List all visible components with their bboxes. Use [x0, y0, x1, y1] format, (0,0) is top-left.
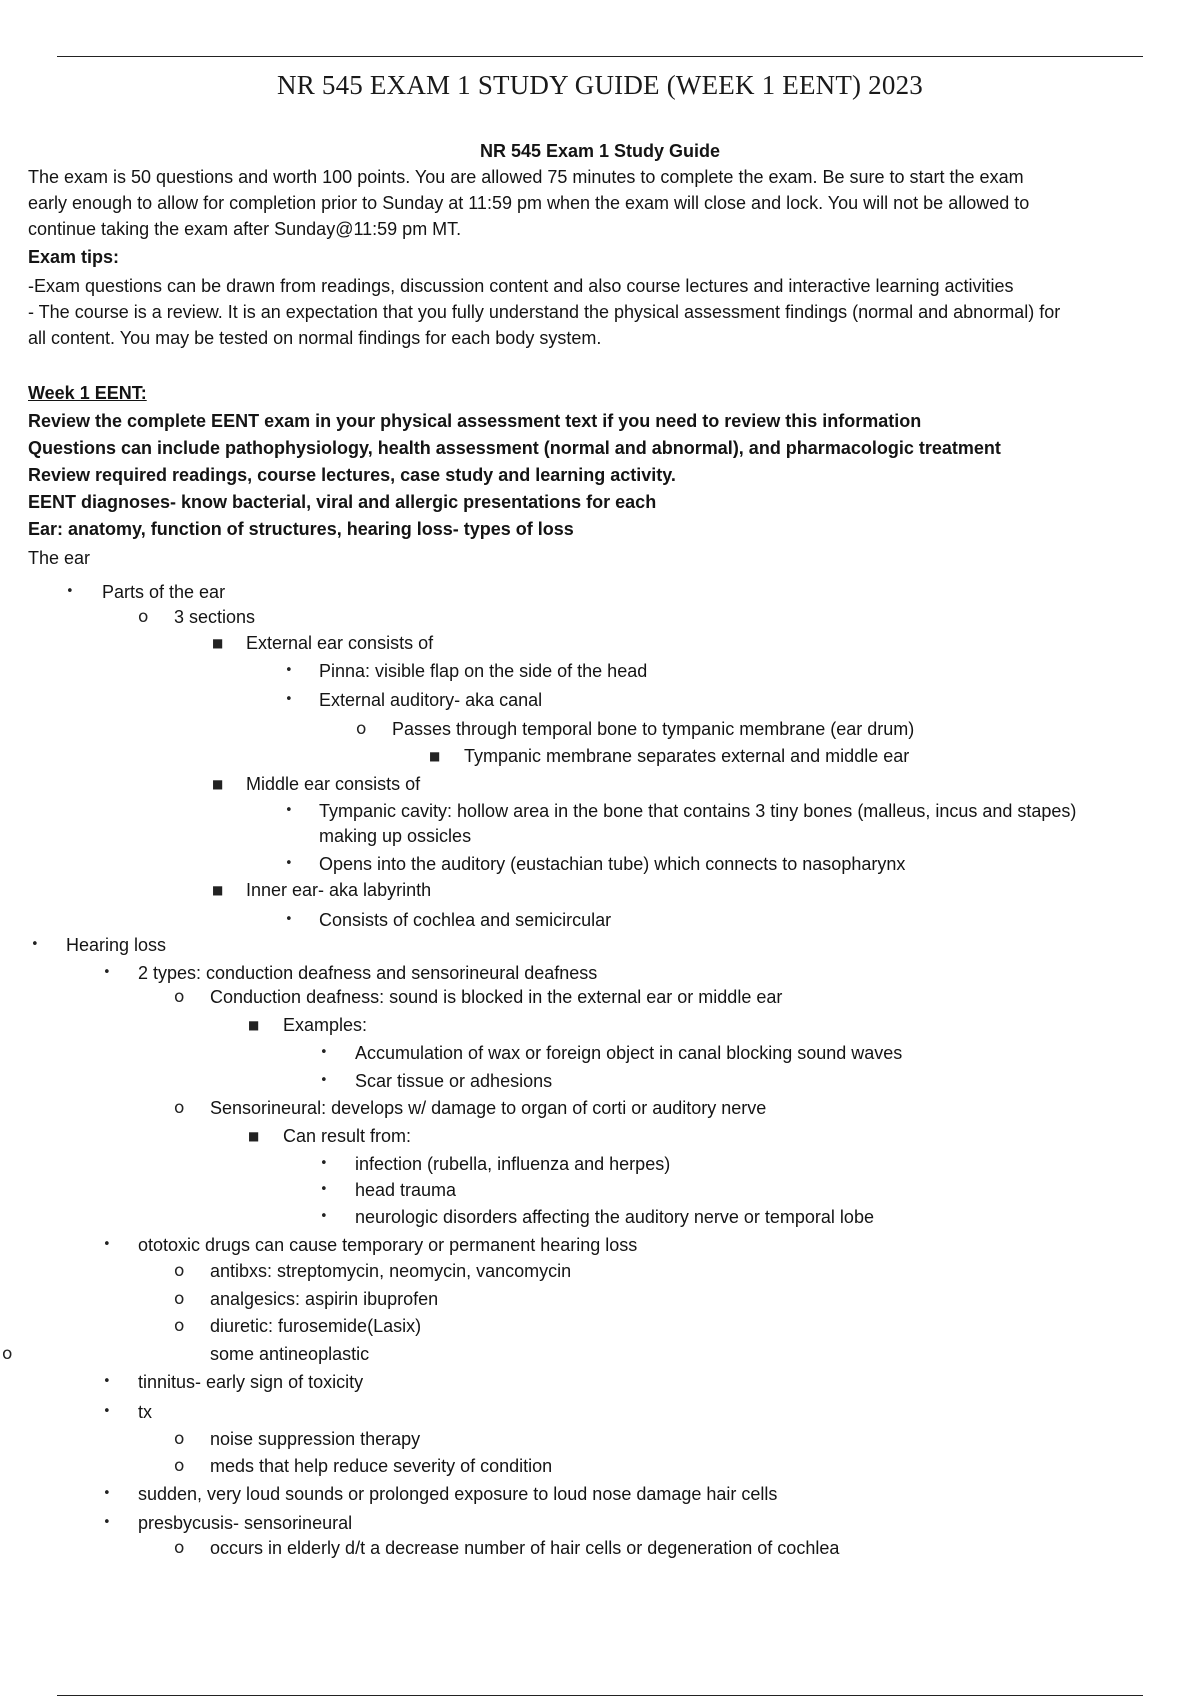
outline-item: External auditory- aka canal [319, 690, 543, 710]
bottom-rule [57, 1695, 1143, 1696]
bullet-circle-icon: o [174, 1456, 185, 1476]
bullet-dot-icon: • [320, 1209, 328, 1224]
outline-item: Consists of cochlea and semicircular [319, 910, 612, 930]
outline-item: head trauma [355, 1180, 457, 1200]
bullet-circle-icon: o [174, 1429, 185, 1449]
bullet-dot-icon: • [103, 1237, 111, 1252]
outline-item: sudden, very loud sounds or prolonged exposure to loud nose damage hair cells [138, 1484, 778, 1504]
bullet-dot-icon: • [320, 1073, 328, 1088]
bullet-circle-icon: o [356, 719, 367, 739]
outline-item: tinnitus- early sign of toxicity [138, 1372, 364, 1392]
bullet-dot-icon: • [103, 1404, 111, 1419]
bullet-dot-icon: • [31, 937, 39, 952]
bullet-circle-icon: o [174, 1098, 185, 1118]
bullet-dot-icon: • [285, 803, 293, 818]
exam-tip: all content. You may be tested on normal findings for each body system. [28, 328, 602, 348]
exam-tips-heading: Exam tips: [28, 247, 120, 267]
bullet-square-icon: ■ [429, 749, 441, 763]
week1-directive: EENT diagnoses- know bacterial, viral and allergic presentations for each [28, 492, 657, 512]
week1-directive: Questions can include pathophysiology, health assessment (normal and abnormal), and pharmacologic treatment [28, 438, 1001, 458]
week1-directive: Ear: anatomy, function of structures, hearing loss- types of loss [28, 519, 574, 539]
outline-item: some antineoplastic [210, 1344, 370, 1364]
outline-item: Accumulation of wax or foreign object in canal blocking sound waves [355, 1043, 903, 1063]
outline-item: Examples: [283, 1015, 368, 1035]
intro-paragraph-line: early enough to allow for completion prior to Sunday at 11:59 pm when the exam will close and lock. You will not be allowed to [28, 193, 1030, 213]
bullet-circle-icon: o [2, 1344, 13, 1364]
outline-item: 2 types: conduction deafness and sensorineural deafness [138, 963, 598, 983]
outline-item: making up ossicles [319, 826, 472, 846]
the-ear-label: The ear [28, 548, 91, 568]
bullet-dot-icon: • [285, 692, 293, 707]
bullet-circle-icon: o [174, 987, 185, 1007]
outline-item: analgesics: aspirin ibuprofen [210, 1289, 439, 1309]
bullet-dot-icon: • [285, 912, 293, 927]
outline-item: occurs in elderly d/t a decrease number of hair cells or degeneration of cochlea [210, 1538, 840, 1558]
intro-paragraph-line: The exam is 50 questions and worth 100 points. You are allowed 75 minutes to complete the exam. Be sure to start the exam [28, 167, 1024, 187]
outline-item: presbycusis- sensorineural [138, 1513, 353, 1533]
outline-item: Middle ear consists of [246, 774, 421, 794]
outline-item: antibxs: streptomycin, neomycin, vancomycin [210, 1261, 572, 1281]
outline-item: diuretic: furosemide(Lasix) [210, 1316, 422, 1336]
exam-tip: - The course is a review. It is an expectation that you fully understand the physical assessment findings (normal and abnormal) for [28, 302, 1061, 322]
bullet-dot-icon: • [103, 1374, 111, 1389]
outline-item: Parts of the ear [102, 582, 226, 602]
bullet-circle-icon: o [174, 1316, 185, 1336]
outline-item: neurologic disorders affecting the auditory nerve or temporal lobe [355, 1207, 874, 1227]
bullet-square-icon: ■ [248, 1018, 260, 1032]
intro-paragraph-line: continue taking the exam after Sunday@11:59 pm MT. [28, 219, 462, 239]
outline-item: External ear consists of [246, 633, 434, 653]
outline-item: meds that help reduce severity of condition [210, 1456, 553, 1476]
bullet-dot-icon: • [103, 1515, 111, 1530]
bullet-dot-icon: • [103, 1486, 111, 1501]
bullet-circle-icon: o [174, 1538, 185, 1558]
bullet-dot-icon: • [66, 584, 74, 599]
bullet-circle-icon: o [174, 1261, 185, 1281]
outline-item: Scar tissue or adhesions [355, 1071, 553, 1091]
outline-item: Passes through temporal bone to tympanic membrane (ear drum) [392, 719, 915, 739]
bullet-square-icon: ■ [212, 883, 224, 897]
bullet-dot-icon: • [103, 965, 111, 980]
study-guide-heading: NR 545 Exam 1 Study Guide [479, 141, 721, 161]
bullet-circle-icon: o [174, 1289, 185, 1309]
bullet-square-icon: ■ [248, 1129, 260, 1143]
week1-heading: Week 1 EENT: [28, 383, 147, 403]
bullet-dot-icon: • [285, 663, 293, 678]
bullet-circle-icon: o [138, 607, 149, 627]
top-rule [57, 56, 1143, 57]
page-title: NR 545 EXAM 1 STUDY GUIDE (WEEK 1 EENT) 2023 [277, 70, 923, 100]
outline-item: infection (rubella, influenza and herpes) [355, 1154, 671, 1174]
outline-item: Hearing loss [66, 935, 167, 955]
outline-item: 3 sections [174, 607, 256, 627]
bullet-dot-icon: • [285, 856, 293, 871]
bullet-square-icon: ■ [212, 777, 224, 791]
bullet-dot-icon: • [320, 1156, 328, 1171]
outline-item: noise suppression therapy [210, 1429, 421, 1449]
exam-tip: -Exam questions can be drawn from readings, discussion content and also course lectures and interactive learning activities [28, 276, 1014, 296]
outline-item: Inner ear- aka labyrinth [246, 880, 432, 900]
outline-item: Sensorineural: develops w/ damage to organ of corti or auditory nerve [210, 1098, 767, 1118]
outline-item: Tympanic membrane separates external and middle ear [464, 746, 910, 766]
week1-directive: Review the complete EENT exam in your physical assessment text if you need to review this information [28, 411, 922, 431]
outline-item: Conduction deafness: sound is blocked in the external ear or middle ear [210, 987, 783, 1007]
outline-item: Tympanic cavity: hollow area in the bone that contains 3 tiny bones (malleus, incus and stapes) [319, 801, 1077, 821]
bullet-dot-icon: • [320, 1045, 328, 1060]
bullet-dot-icon: • [320, 1182, 328, 1197]
outline-item: tx [138, 1402, 153, 1422]
outline-item: Pinna: visible flap on the side of the head [319, 661, 648, 681]
outline-item: Can result from: [283, 1126, 412, 1146]
week1-directive: Review required readings, course lectures, case study and learning activity. [28, 465, 676, 485]
bullet-square-icon: ■ [212, 636, 224, 650]
outline-item: Opens into the auditory (eustachian tube) which connects to nasopharynx [319, 854, 906, 874]
outline-item: ototoxic drugs can cause temporary or permanent hearing loss [138, 1235, 638, 1255]
